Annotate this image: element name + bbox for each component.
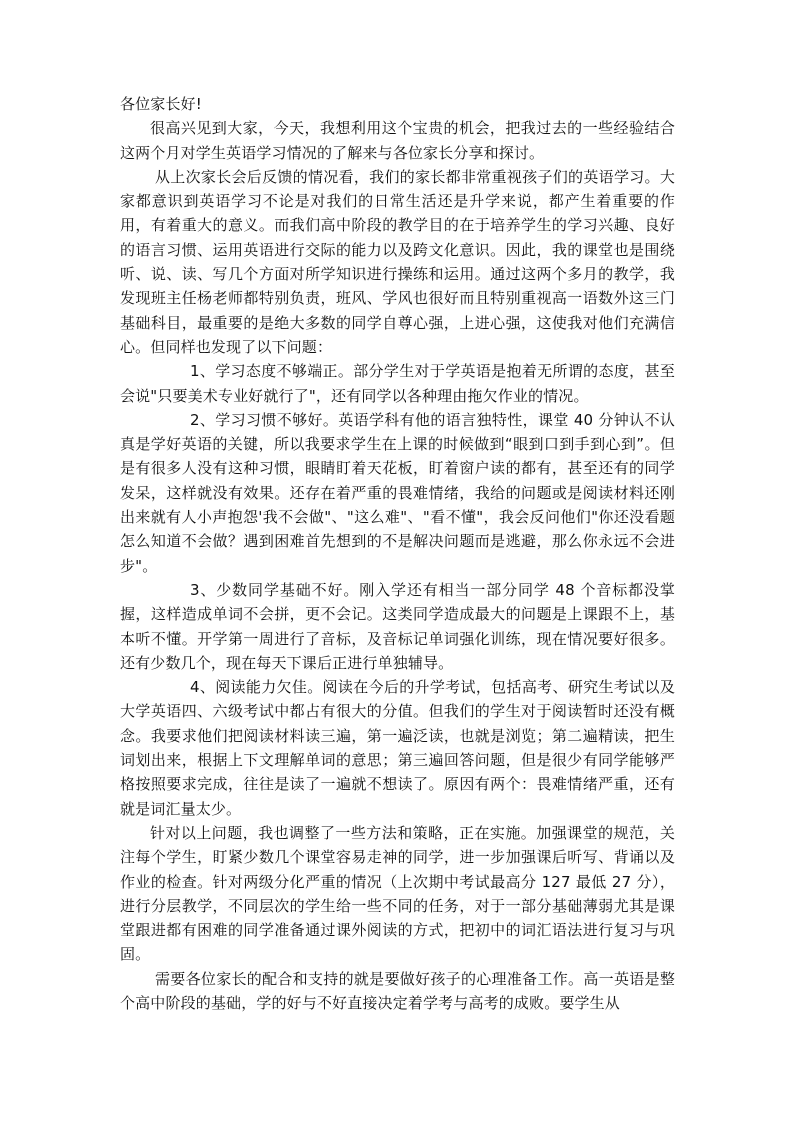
document-page [120,92,675,1015]
greeting: 各位家长好! [120,95,202,113]
paragraph-intro: 很高兴见到大家，今天，我想利用这个宝贵的机会，把我过去的一些经验结合这两个月对学生英语学习情况的了解来与各位家长分享和探讨。 [120,119,675,162]
paragraph-parents: 需要各位家长的配合和支持的就是要做好孩子的心理准备工作。高一英语是整个高中阶段的基础，学的好与不好直接决定着学考与高考的成败。要学生从 [120,969,675,1012]
paragraph-strategies: 针对以上问题，我也调整了一些方法和策略，正在实施。加强课堂的规范，关注每个学生，盯紧少数几个课堂容易走神的同学，进一步加强课后听写、背诵以及作业的检查。针对两级分化严重的情况（上次期中考试最高分 127 最低 27 分），进行分层教学，不同层次的学生给一些不同的任务，对于一部分基础薄弱尤其是课堂跟进都有困难的同学准备通过课外阅读的方式，把初中的词汇语法进行复习与巩固。 [120,823,675,964]
paragraph-problem-4: 4、阅读能力欠佳。阅读在今后的升学考试，包括高考、研究生考试以及大学英语四、六级考试中都占有很大的分值。但我们的学生对于阅读暂时还没有概念。我要求他们把阅读材料读三遍，第一遍泛读，也就是浏览；第二遍精读，把生词划出来，根据上下文理解单词的意思；第三遍回答问题，但是很少有同学能够严格按照要求完成，往往是读了一遍就不想读了。原因有两个：畏难情绪严重，还有就是词汇量太少。 [120,678,675,818]
paragraph-feedback: 从上次家长会后反馈的情况看，我们的家长都非常重视孩子们的英语学习。大家都意识到英语学习不论是对我们的日常生活还是升学来说，都产生着重要的作用，有着重大的意义。而我们高中阶段的教学目的在于培养学生的学习兴趣、良好的语言习惯、运用英语进行交际的能力以及跨文化意识。因此，我的课堂也是围绕听、说、读、写几个方面对所学知识进行操练和运用。通过这两个多月的教学，我发现班主任杨老师都特别负责，班风、学风也很好而且特别重视高一语数外这三门基础科目，最重要的是绝大多数的同学自尊心强，上进心强，这使我对他们充满信心。但同样也发现了以下问题： [120,167,675,356]
paragraph-problem-1: 1、学习态度不够端正。部分学生对于学英语是抱着无所谓的态度，甚至会说"只要美术专业好就行了"，还有同学以各种理由拖欠作业的情况。 [120,362,675,405]
paragraph-problem-2: 2、学习习惯不够好。英语学科有他的语言独特性，课堂 40 分钟认不认真是学好英语的关键，所以我要求学生在上课的时候做到“眼到口到手到心到”。但是有很多人没有这种习惯，眼睛盯着天花板，盯着窗户读的都有，甚至还有的同学发呆，这样就没有效果。还存在着严重的畏难情绪，我给的问题或是阅读材料还刚出来就有人小声抱怨'我不会做"、"这么难"、"看不懂"，我会反问他们"你还没看题怎么知道不会做？遇到困难首先想到的不是解决问题而是逃避，那么你永远不会进步"。 [120,410,675,575]
paragraph-problem-3: 3、少数同学基础不好。刚入学还有相当一部分同学 48 个音标都没掌握，这样造成单词不会拼，更不会记。这类同学造成最大的问题是上课跟不上，基本听不懂。开学第一周进行了音标，及音标记单词强化训练，现在情况要好很多。还有少数几个，现在每天下课后正进行单独辅导。 [120,580,675,672]
